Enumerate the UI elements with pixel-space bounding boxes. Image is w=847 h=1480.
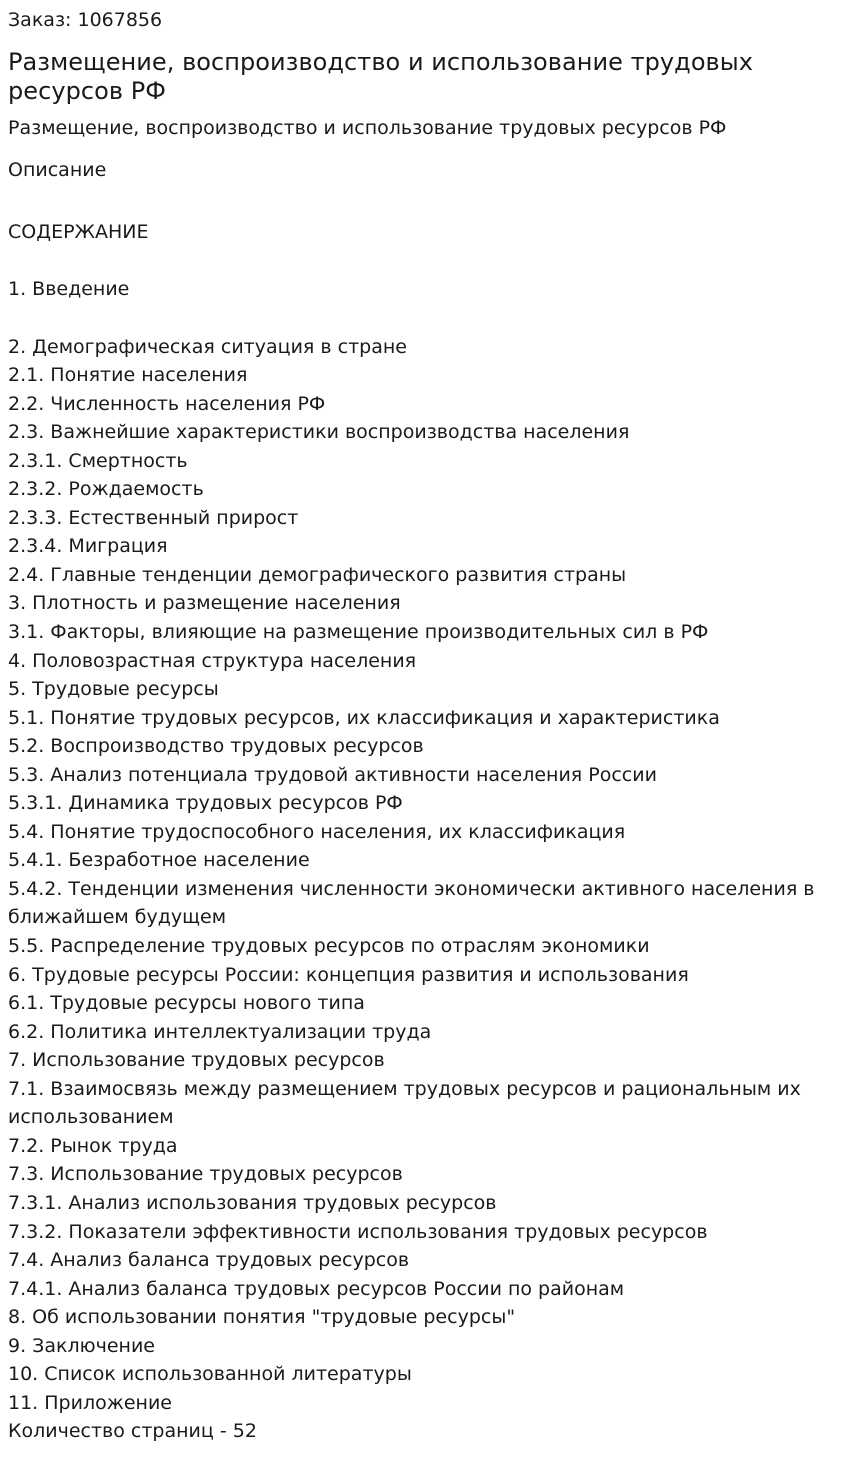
toc-item: 5.4.2. Тенденции изменения численности экономически активного населения в ближайшем будущем [8,877,815,929]
toc-item: 6.2. Политика интеллектуализации труда [8,1020,432,1043]
toc-item: 10. Список использованной литературы [8,1363,412,1386]
toc-item: 7.1. Взаимосвязь между размещением трудовых ресурсов и рациональным их использованием [8,1077,801,1129]
toc-item: 11. Приложение [8,1391,172,1414]
toc-item: 6.1. Трудовые ресурсы нового типа [8,992,365,1015]
toc-item: 2.3.4. Миграция [8,535,168,558]
toc-item: 5.4.1. Безработное население [8,849,310,872]
order-number: Заказ: 1067856 [8,9,163,31]
toc-item: 5.4. Понятие трудоспособного населения, их классификация [8,820,626,843]
toc-item: 2.4. Главные тенденции демографического развития страны [8,563,627,586]
page-title: Размещение, воспроизводство и использование трудовых ресурсов РФ [8,48,753,105]
toc-item: 5.3. Анализ потенциала трудовой активности населения России [8,763,657,786]
toc-item: 7.3.2. Показатели эффективности использования трудовых ресурсов [8,1220,708,1243]
toc-item: 2.3.2. Рождаемость [8,478,204,501]
toc-item: 5.2. Воспроизводство трудовых ресурсов [8,735,424,758]
toc-item: 8. Об использовании понятия "трудовые ресурсы" [8,1306,516,1329]
toc-item: 2.3.3. Естественный прирост [8,506,299,529]
toc-item: 2.2. Численность населения РФ [8,392,326,415]
toc-item: 2.3. Важнейшие характеристики воспроизводства населения [8,421,630,444]
page-count: Количество страниц - 52 [8,1420,257,1443]
toc-item: 5.3.1. Динамика трудовых ресурсов РФ [8,792,403,815]
table-of-contents [8,275,839,1417]
toc-item: 2.3.1. Смертность [8,449,188,472]
toc-item: 2.1. Понятие населения [8,364,248,387]
toc-item: 7.3. Использование трудовых ресурсов [8,1163,403,1186]
toc-item: 6. Трудовые ресурсы России: концепция развития и использования [8,963,689,986]
toc-item: 2. Демографическая ситуация в стране [8,335,407,358]
contents-heading: СОДЕРЖАНИЕ [8,221,149,243]
toc-item: 7.3.1. Анализ использования трудовых ресурсов [8,1191,497,1214]
toc-item: 3.1. Факторы, влияющие на размещение производительных сил в РФ [8,621,709,644]
toc-item: 7.4. Анализ баланса трудовых ресурсов [8,1249,410,1272]
toc-item: 7.2. Рынок труда [8,1134,178,1157]
description-label: Описание [8,159,107,181]
toc-item: 3. Плотность и размещение населения [8,592,401,615]
page-subtitle: Размещение, воспроизводство и использование трудовых ресурсов РФ [8,117,727,139]
toc-item: 1. Введение [8,278,130,300]
toc-item: 5.5. Распределение трудовых ресурсов по отраслям экономики [8,935,650,958]
toc-item: 5. Трудовые ресурсы [8,678,219,701]
toc-item: 5.1. Понятие трудовых ресурсов, их классификация и характеристика [8,706,720,729]
toc-item: 7. Использование трудовых ресурсов [8,1049,385,1072]
toc-item: 9. Заключение [8,1334,155,1357]
toc-item: 4. Половозрастная структура населения [8,649,417,672]
toc-item: 7.4.1. Анализ баланса трудовых ресурсов России по районам [8,1277,625,1300]
